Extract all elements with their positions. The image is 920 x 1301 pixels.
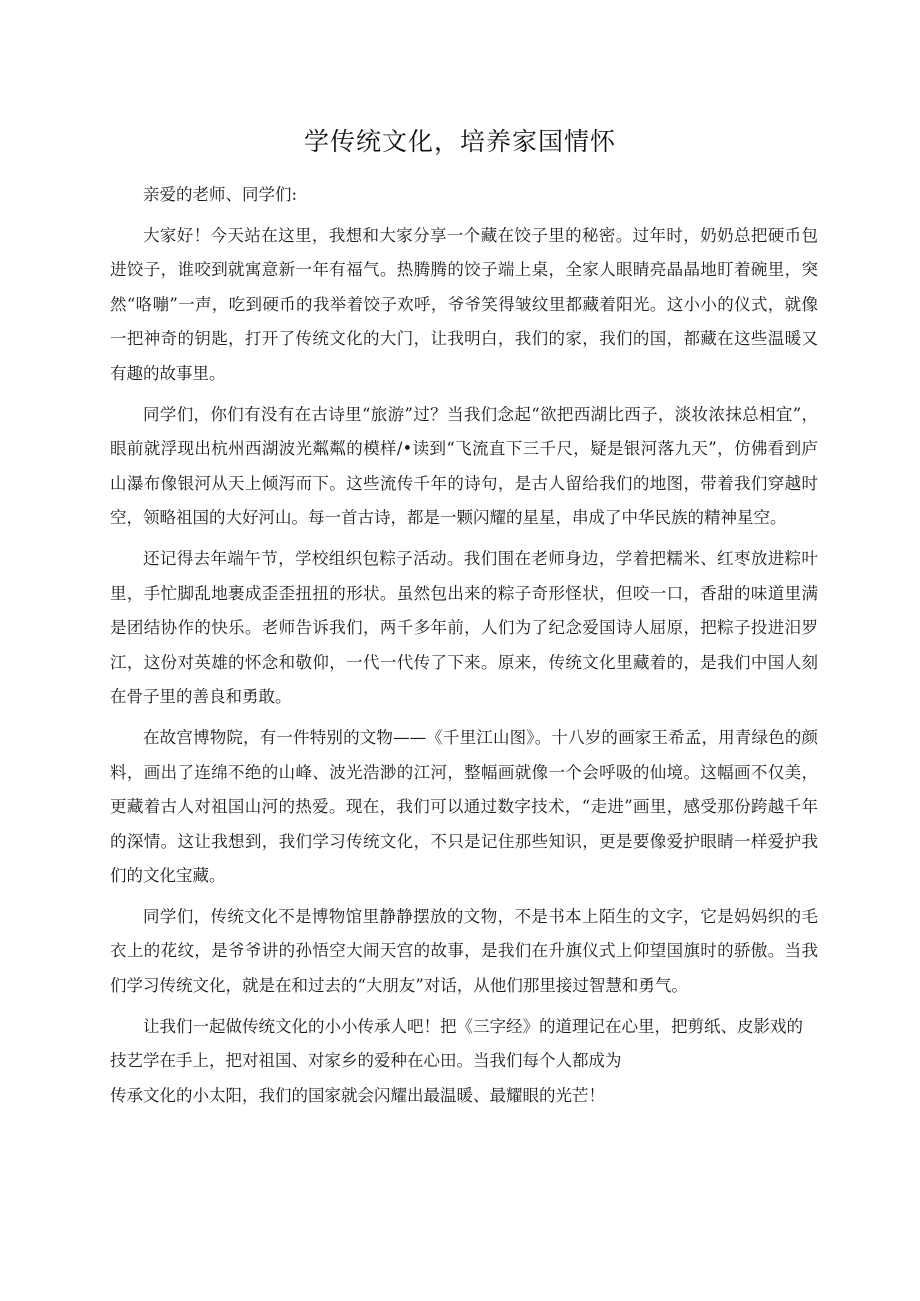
greeting: 亲爱的老师、同学们: [143,185,298,204]
paragraph-dragon-boat: 还记得去年端午节，学校组织包粽子活动。我们围在老师身边，学着把糯米、红枣放进粽叶里，手忙脚乱地裹成歪歪扭扭的形状。虽然包出来的粽子奇形怪状，但咬一口，香甜的味道里满是团结协作的快乐。老师告诉我们，两千多年前，人们为了纪念爱国诗人屈原，把粽子投进汨罗江，这份对英雄的怀念和敬仰，一代一代传了下来。原来，传统文化里藏着的，是我们中国人刻在骨子里的善良和勇敢。 [110,548,818,707]
paragraph-poems: 同学们，你们有没有在古诗里“旅游”过？当我们念起“欲把西湖比西子，淡妆浓抹总相宜”，眼前就浮现出杭州西湖波光粼粼的模样/•读到“飞流直下三千尺，疑是银河落九天”，仿佛看到庐山瀑布像银河从天上倾泻而下。这些流传千年的诗句，是古人留给我们的地图，带着我们穿越时空，领略祖国的大好河山。每一首古诗，都是一颗闪耀的星星，串成了中华民族的精神星空。 [110,404,818,528]
document-body [110,178,818,1113]
paragraph-call-to-action: 让我们一起做传统文化的小小传承人吧！把《三字经》的道理记在心里，把剪纸、皮影戏的技艺学在手上，把对祖国、对家乡的爱种在心田。当我们每个人都成为 [110,1016,803,1071]
paragraph-palace-museum: 在故宫博物院，有一件特别的文物——《千里江山图》。十八岁的画家王希孟，用青绿色的颜料，画出了连绵不绝的山峰、波光浩渺的江河，整幅画就像一个会呼吸的仙境。这幅画不仅美，更藏着古人对祖国山河的热爱。现在，我们可以通过数字技术，“走进”画里，感受那份跨越千年的深情。这让我想到，我们学习传统文化，不只是记住那些知识，更是要像爱护眼睛一样爱护我们的文化宝藏。 [110,727,818,886]
paragraph-living-culture: 同学们，传统文化不是博物馆里静静摆放的文物，不是书本上陌生的文字，它是妈妈织的毛衣上的花纹，是爷爷讲的孙悟空大闹天宫的故事，是我们在升旗仪式上仰望国旗时的骄傲。当我们学习传统文化，就是在和过去的“大朋友”对话，从他们那里接过智慧和勇气。 [110,906,818,996]
paragraph-dumplings: 大家好！今天站在这里，我想和大家分享一个藏在饺子里的秘密。过年时，奶奶总把硬币包进饺子，谁咬到就寓意新一年有福气。热腾腾的饺子端上桌，全家人眼睛亮晶晶地盯着碗里，突然“咯嘣”一声，吃到硬币的我举着饺子欢呼，爷爷笑得皱纹里都藏着阳光。这小小的仪式，就像一把神奇的钥匙，打开了传统文化的大门，让我明白，我们的家，我们的国，都藏在这些温暖又有趣的故事里。 [110,225,818,383]
paragraph-closing-line: 传承文化的小太阳，我们的国家就会闪耀出最温暖、最耀眼的光芒！ [110,1085,605,1105]
document-title: 学传统文化，培养家国情怀 [303,127,616,156]
